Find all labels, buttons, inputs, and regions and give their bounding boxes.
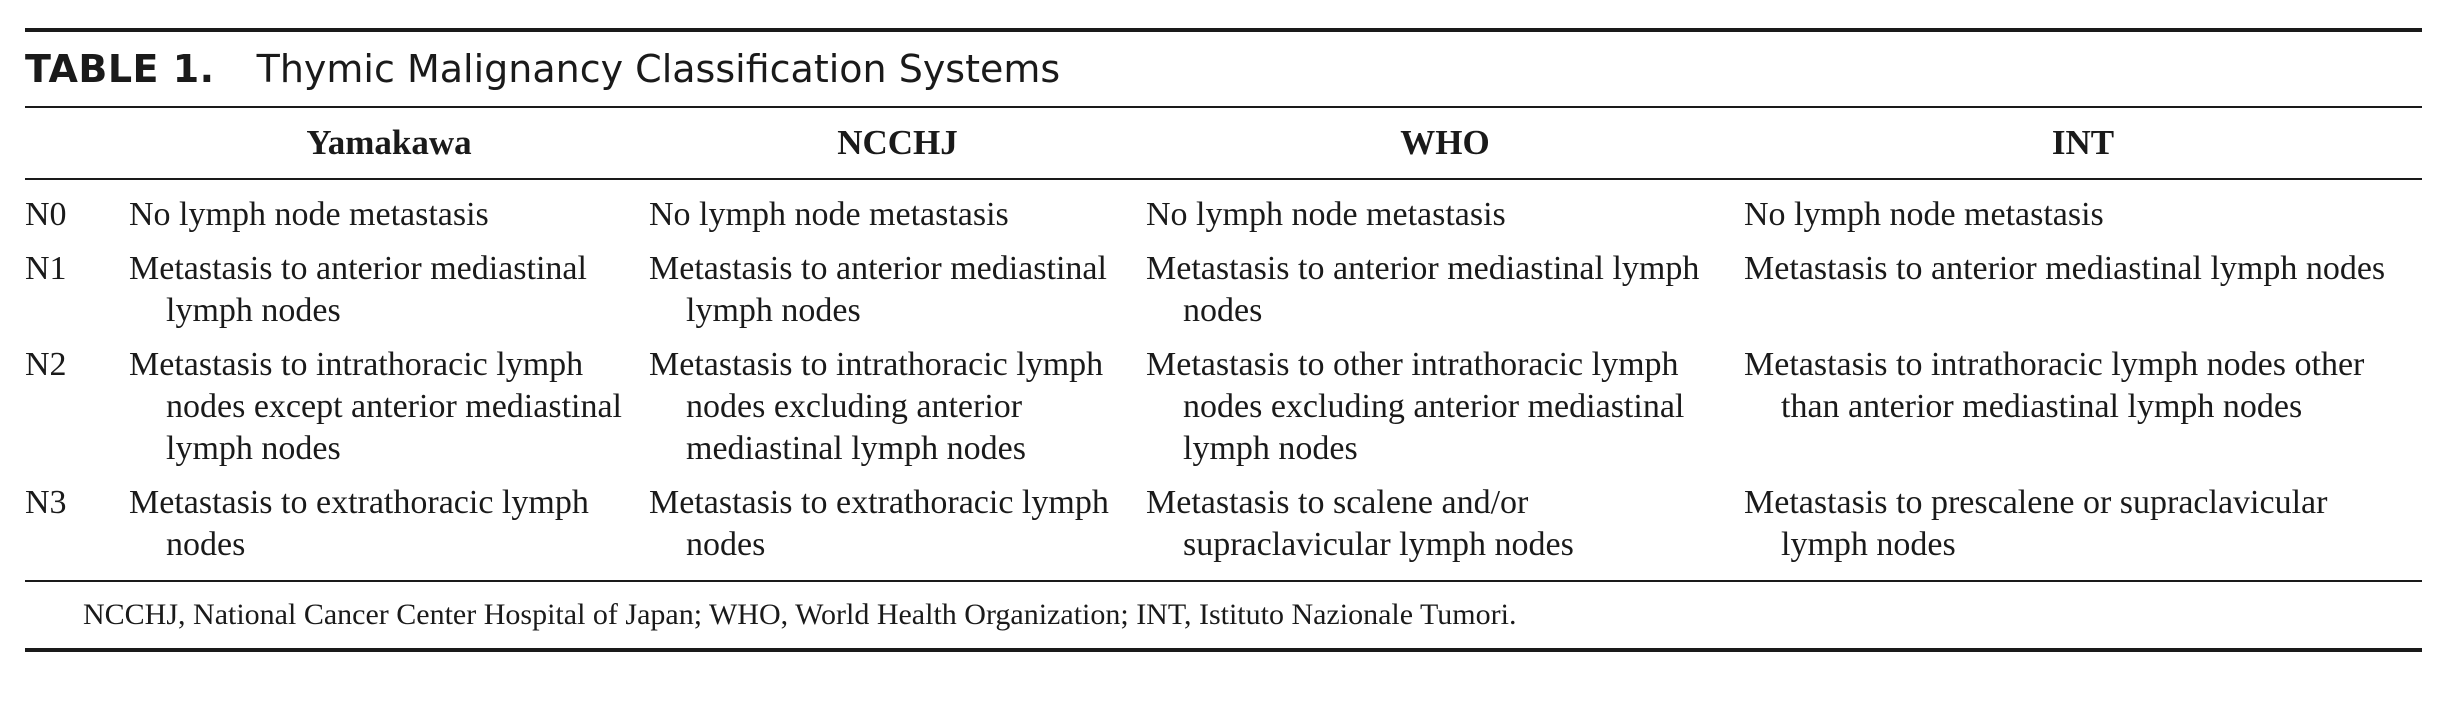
cell-who: Metastasis to scalene and/or supraclavicular lymph nodes [1146, 484, 1574, 563]
stage-label: N2 [25, 346, 67, 383]
table-footnote: NCCHJ, National Cancer Center Hospital of Japan; WHO, World Health Organization; INT, Istituto Nazionale Tumori. [25, 580, 2422, 648]
table-title: Thymic Malignancy Classification Systems [256, 47, 1061, 91]
stage-label: N3 [25, 484, 67, 521]
header-yamakawa: Yamakawa [129, 108, 649, 179]
cell-int: Metastasis to intrathoracic lymph nodes other than anterior mediastinal lymph nodes [1744, 346, 2365, 425]
table-row [25, 482, 2422, 580]
cell-ncchj: No lymph node metastasis [649, 196, 1009, 233]
data-table [25, 108, 2422, 580]
stage-label: N1 [25, 250, 67, 287]
header-int: INT [1744, 108, 2422, 179]
table-row [25, 248, 2422, 344]
cell-yamakawa: Metastasis to anterior mediastinal lymph nodes [129, 250, 587, 329]
cell-ncchj: Metastasis to anterior mediastinal lymph nodes [649, 250, 1107, 329]
table-caption [25, 32, 2422, 106]
cell-yamakawa: Metastasis to extrathoracic lymph nodes [129, 484, 589, 563]
cell-who: Metastasis to other intrathoracic lymph nodes excluding anterior mediastinal lymph nodes [1146, 346, 1685, 467]
table-row [25, 179, 2422, 248]
header-who: WHO [1146, 108, 1744, 179]
cell-ncchj: Metastasis to extrathoracic lymph nodes [649, 484, 1109, 563]
cell-who: No lymph node metastasis [1146, 196, 1506, 233]
cell-yamakawa: No lymph node metastasis [129, 196, 489, 233]
header-stage [25, 108, 129, 179]
cell-yamakawa: Metastasis to intrathoracic lymph nodes except anterior mediastinal lymph nodes [129, 346, 622, 467]
cell-int: No lymph node metastasis [1744, 196, 2104, 233]
table-row [25, 344, 2422, 482]
cell-int: Metastasis to anterior mediastinal lymph nodes [1744, 250, 2386, 287]
cell-int: Metastasis to prescalene or supraclavicular lymph nodes [1744, 484, 2328, 563]
stage-label: N0 [25, 196, 67, 233]
header-row [25, 108, 2422, 179]
table-label: TABLE 1. [25, 47, 215, 91]
cell-who: Metastasis to anterior mediastinal lymph nodes [1146, 250, 1700, 329]
header-ncchj: NCCHJ [649, 108, 1146, 179]
classification-table [25, 28, 2422, 652]
cell-ncchj: Metastasis to intrathoracic lymph nodes excluding anterior mediastinal lymph nodes [649, 346, 1104, 467]
bottom-rule [25, 648, 2422, 652]
